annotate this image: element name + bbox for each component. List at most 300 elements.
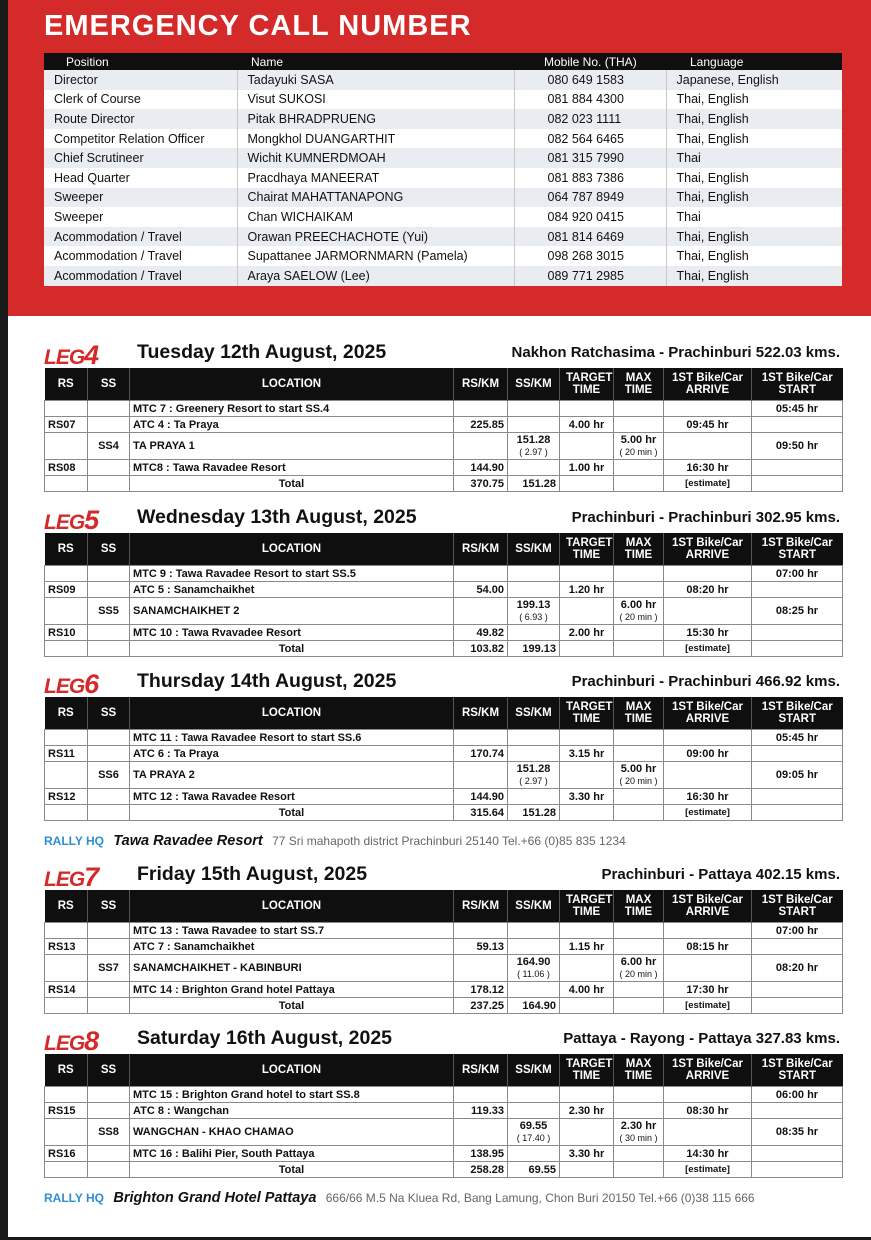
leg-header-row — [45, 697, 843, 730]
leg-schedule-table — [44, 890, 843, 1014]
target-time-cell: 1.20 hr — [560, 582, 614, 598]
target-time-cell — [560, 923, 614, 939]
leg-number: 5 — [84, 505, 99, 535]
arrive-cell — [664, 598, 752, 625]
target-time-cell — [560, 401, 614, 417]
col-header-rs-km: RS/KM — [454, 368, 508, 401]
target-time-cell: 4.00 hr — [560, 982, 614, 998]
location-cell: MTC 13 : Tawa Ravadee to start SS.7 — [130, 923, 454, 939]
rs-cell — [45, 805, 88, 821]
rs-cell: RS12 — [45, 789, 88, 805]
leg-section — [44, 505, 842, 657]
col-header-location: LOCATION — [130, 1054, 454, 1087]
start-cell: 05:45 hr — [752, 730, 843, 746]
target-time-cell — [560, 762, 614, 789]
ss-km-cell — [508, 982, 560, 998]
contact-language: Thai, English — [666, 227, 842, 247]
contact-mobile: 082 564 6465 — [514, 129, 666, 149]
col-header-language: Language — [666, 53, 842, 70]
total-label-cell: Total — [130, 641, 454, 657]
col-header-rs: RS — [45, 368, 88, 401]
max-time-sub: ( 20 min ) — [619, 446, 658, 457]
ss-km-cell — [508, 401, 560, 417]
col-header-arrive: 1ST Bike/Car ARRIVE — [664, 890, 752, 923]
max-time-cell — [614, 1103, 664, 1119]
emergency-row — [44, 70, 842, 90]
start-cell: 05:45 hr — [752, 401, 843, 417]
rs-km-cell — [454, 401, 508, 417]
contact-name: Chairat MAHATTANAPONG — [237, 188, 514, 208]
contact-name: Supattanee JARMORNMARN (Pamela) — [237, 246, 514, 266]
special-stage-row — [45, 433, 843, 460]
leg-header — [44, 505, 842, 533]
leg-header-row — [45, 890, 843, 923]
col-header-location: LOCATION — [130, 697, 454, 730]
ss-cell — [88, 1103, 130, 1119]
rs-cell — [45, 955, 88, 982]
total-row — [45, 805, 843, 821]
contact-language: Thai, English — [666, 129, 842, 149]
leg-route: Nakhon Ratchasima - Prachinburi 522.03 kms. — [511, 344, 840, 361]
col-header-rs: RS — [45, 697, 88, 730]
max-time-cell — [614, 762, 664, 789]
target-time-cell — [560, 598, 614, 625]
leg-badge — [44, 862, 98, 893]
arrive-cell — [664, 730, 752, 746]
total-label-cell: Total — [130, 998, 454, 1014]
start-cell: 09:05 hr — [752, 762, 843, 789]
contact-name: Wichit KUMNERDMOAH — [237, 148, 514, 168]
emergency-row — [44, 109, 842, 129]
max-time-cell — [614, 939, 664, 955]
rs-cell: RS10 — [45, 625, 88, 641]
contact-position: Route Director — [44, 109, 237, 129]
start-cell — [752, 460, 843, 476]
col-header-name: Name — [237, 53, 514, 70]
col-header-ss: SS — [88, 697, 130, 730]
ss-km-value: 151.28 — [516, 433, 551, 446]
location-cell: ATC 6 : Ta Praya — [130, 746, 454, 762]
col-header-arrive: 1ST Bike/Car ARRIVE — [664, 533, 752, 566]
atc-row — [45, 417, 843, 433]
col-header-start: 1ST Bike/Car START — [752, 1054, 843, 1087]
leg-number: 4 — [84, 340, 99, 370]
ss-cell — [88, 625, 130, 641]
col-header-location: LOCATION — [130, 533, 454, 566]
col-header-rs: RS — [45, 890, 88, 923]
total-ss-km-cell: 151.28 — [508, 805, 560, 821]
start-cell — [752, 582, 843, 598]
max-time-cell — [614, 625, 664, 641]
location-cell: MTC8 : Tawa Ravadee Resort — [130, 460, 454, 476]
leg-badge — [44, 340, 98, 371]
col-header-ss-km: SS/KM — [508, 533, 560, 566]
rs-km-cell: 144.90 — [454, 460, 508, 476]
col-header-max-time: MAX TIME — [614, 697, 664, 730]
col-header-start: 1ST Bike/Car START — [752, 697, 843, 730]
total-row — [45, 476, 843, 492]
arrive-cell — [664, 762, 752, 789]
emergency-row — [44, 266, 842, 286]
rs-km-cell: 49.82 — [454, 625, 508, 641]
leg-schedule-table — [44, 697, 843, 821]
arrive-cell — [664, 923, 752, 939]
col-header-max-time: MAX TIME — [614, 368, 664, 401]
arrive-cell: 08:30 hr — [664, 1103, 752, 1119]
col-header-max-time: MAX TIME — [614, 533, 664, 566]
arrive-cell — [664, 1119, 752, 1146]
max-time-cell — [614, 789, 664, 805]
max-time-cell — [614, 566, 664, 582]
rs-km-cell: 138.95 — [454, 1146, 508, 1162]
max-time-cell — [614, 433, 664, 460]
leg-route: Pattaya - Rayong - Pattaya 327.83 kms. — [563, 1030, 840, 1047]
ss-km-value: 199.13 — [516, 598, 551, 611]
special-stage-row — [45, 1119, 843, 1146]
start-cell — [752, 417, 843, 433]
total-rs-km-cell: 315.64 — [454, 805, 508, 821]
ss-km-cell — [508, 939, 560, 955]
ss-km-cell — [508, 746, 560, 762]
rs-km-cell: 59.13 — [454, 939, 508, 955]
rs-cell — [45, 476, 88, 492]
col-header-start: 1ST Bike/Car START — [752, 533, 843, 566]
emergency-header-row — [44, 53, 842, 70]
leg-section — [44, 862, 842, 1014]
contact-name: Mongkhol DUANGARTHIT — [237, 129, 514, 149]
rs-cell: RS14 — [45, 982, 88, 998]
col-header-rs-km: RS/KM — [454, 1054, 508, 1087]
rs-km-cell: 225.85 — [454, 417, 508, 433]
leg-badge — [44, 669, 98, 700]
ss-km-sub: ( 17.40 ) — [516, 1132, 551, 1143]
ss-cell: SS4 — [88, 433, 130, 460]
contact-language: Thai — [666, 207, 842, 227]
ss-cell: SS8 — [88, 1119, 130, 1146]
mtc-row — [45, 566, 843, 582]
total-label-cell: Total — [130, 1162, 454, 1178]
ss-cell — [88, 730, 130, 746]
max-time-cell — [614, 998, 664, 1014]
contact-position: Sweeper — [44, 207, 237, 227]
max-time-cell — [614, 1119, 664, 1146]
total-row — [45, 998, 843, 1014]
contact-position: Head Quarter — [44, 168, 237, 188]
rs-cell — [45, 923, 88, 939]
arrive-cell — [664, 433, 752, 460]
leg-section — [44, 1026, 842, 1178]
rs-km-cell — [454, 1119, 508, 1146]
target-time-cell: 1.00 hr — [560, 460, 614, 476]
contact-language: Thai, English — [666, 90, 842, 110]
max-time-cell — [614, 460, 664, 476]
target-time-cell — [560, 955, 614, 982]
contact-position: Director — [44, 70, 237, 90]
target-time-cell — [560, 998, 614, 1014]
rally-hq-name: Brighton Grand Hotel Pattaya — [113, 1190, 317, 1206]
estimate-note-cell: [estimate] — [664, 998, 752, 1014]
emergency-section — [8, 0, 871, 316]
start-cell — [752, 746, 843, 762]
ss-km-cell — [508, 1146, 560, 1162]
contact-position: Acommodation / Travel — [44, 246, 237, 266]
arrive-cell: 09:00 hr — [664, 746, 752, 762]
leg-header — [44, 340, 842, 368]
special-stage-row — [45, 955, 843, 982]
leg-route: Prachinburi - Prachinburi 302.95 kms. — [571, 509, 840, 526]
end-row — [45, 1146, 843, 1162]
start-cell: 08:25 hr — [752, 598, 843, 625]
location-cell: MTC 16 : Balihi Pier, South Pattaya — [130, 1146, 454, 1162]
rs-km-cell — [454, 923, 508, 939]
ss-km-sub: ( 2.97 ) — [519, 775, 548, 786]
leg-word: LEG — [44, 675, 85, 698]
max-time-sub: ( 20 min ) — [619, 775, 658, 786]
rs-cell — [45, 566, 88, 582]
rs-km-cell — [454, 955, 508, 982]
max-time-value: 2.30 hr — [620, 1119, 657, 1132]
max-time-cell — [614, 982, 664, 998]
contact-name: Araya SAELOW (Lee) — [237, 266, 514, 286]
leg-number: 6 — [84, 669, 99, 699]
ss-cell — [88, 923, 130, 939]
emergency-row — [44, 168, 842, 188]
ss-cell — [88, 1087, 130, 1103]
target-time-cell: 3.30 hr — [560, 1146, 614, 1162]
ss-cell — [88, 939, 130, 955]
rs-cell — [45, 641, 88, 657]
max-time-cell — [614, 582, 664, 598]
end-row — [45, 625, 843, 641]
ss-km-cell — [508, 625, 560, 641]
col-header-ss: SS — [88, 890, 130, 923]
leg-schedule-table — [44, 1054, 843, 1178]
location-cell: WANGCHAN - KHAO CHAMAO — [130, 1119, 454, 1146]
ss-km-cell — [508, 460, 560, 476]
max-time-value: 5.00 hr — [620, 433, 657, 446]
col-header-ss: SS — [88, 533, 130, 566]
target-time-cell — [560, 1162, 614, 1178]
rs-cell — [45, 1119, 88, 1146]
col-header-location: LOCATION — [130, 368, 454, 401]
leg-date: Friday 15th August, 2025 — [137, 863, 368, 885]
ss-cell — [88, 417, 130, 433]
estimate-note-cell: [estimate] — [664, 1162, 752, 1178]
contact-language: Thai, English — [666, 109, 842, 129]
total-rs-km-cell: 370.75 — [454, 476, 508, 492]
location-cell: MTC 9 : Tawa Ravadee Resort to start SS.5 — [130, 566, 454, 582]
location-cell: MTC 7 : Greenery Resort to start SS.4 — [130, 401, 454, 417]
ss-km-cell — [508, 433, 560, 460]
rs-cell — [45, 762, 88, 789]
start-cell: 07:00 hr — [752, 566, 843, 582]
col-header-target-time: TARGET TIME — [560, 890, 614, 923]
emergency-row — [44, 207, 842, 227]
col-header-target-time: TARGET TIME — [560, 697, 614, 730]
location-cell: ATC 5 : Sanamchaikhet — [130, 582, 454, 598]
rs-cell: RS13 — [45, 939, 88, 955]
rally-hq-label: RALLY HQ — [44, 1191, 105, 1205]
ss-km-sub: ( 2.97 ) — [519, 446, 548, 457]
total-row — [45, 1162, 843, 1178]
col-header-arrive: 1ST Bike/Car ARRIVE — [664, 1054, 752, 1087]
leg-date: Thursday 14th August, 2025 — [137, 670, 397, 692]
col-header-start: 1ST Bike/Car START — [752, 368, 843, 401]
col-header-start: 1ST Bike/Car START — [752, 890, 843, 923]
max-time-value: 6.00 hr — [620, 955, 657, 968]
col-header-ss-km: SS/KM — [508, 697, 560, 730]
leg-header — [44, 862, 842, 890]
arrive-cell: 17:30 hr — [664, 982, 752, 998]
leg-header — [44, 1026, 842, 1054]
target-time-cell — [560, 641, 614, 657]
ss-km-cell — [508, 1119, 560, 1146]
max-time-value: 6.00 hr — [620, 598, 657, 611]
col-header-ss: SS — [88, 1054, 130, 1087]
ss-km-cell — [508, 417, 560, 433]
rs-cell — [45, 730, 88, 746]
ss-km-cell — [508, 955, 560, 982]
start-cell: 06:00 hr — [752, 1087, 843, 1103]
max-time-sub: ( 20 min ) — [619, 611, 658, 622]
start-cell — [752, 1146, 843, 1162]
special-stage-row — [45, 598, 843, 625]
ss-km-cell — [508, 789, 560, 805]
atc-row — [45, 939, 843, 955]
ss-cell — [88, 746, 130, 762]
rs-km-cell — [454, 566, 508, 582]
estimate-note-cell: [estimate] — [664, 641, 752, 657]
rs-km-cell — [454, 762, 508, 789]
arrive-cell: 14:30 hr — [664, 1146, 752, 1162]
arrive-cell: 16:30 hr — [664, 789, 752, 805]
contact-name: Pracdhaya MANEERAT — [237, 168, 514, 188]
start-cell — [752, 1103, 843, 1119]
total-label-cell: Total — [130, 476, 454, 492]
emergency-row — [44, 246, 842, 266]
col-header-rs: RS — [45, 1054, 88, 1087]
contact-mobile: 081 884 4300 — [514, 90, 666, 110]
col-header-ss-km: SS/KM — [508, 1054, 560, 1087]
location-cell: SANAMCHAIKHET - KABINBURI — [130, 955, 454, 982]
target-time-cell — [560, 1119, 614, 1146]
start-cell — [752, 998, 843, 1014]
mtc-row — [45, 401, 843, 417]
ss-cell — [88, 805, 130, 821]
contact-name: Orawan PREECHACHOTE (Yui) — [237, 227, 514, 247]
ss-cell — [88, 998, 130, 1014]
location-cell: MTC 12 : Tawa Ravadee Resort — [130, 789, 454, 805]
total-ss-km-cell: 164.90 — [508, 998, 560, 1014]
ss-cell — [88, 789, 130, 805]
col-header-ss-km: SS/KM — [508, 890, 560, 923]
ss-cell: SS5 — [88, 598, 130, 625]
max-time-cell — [614, 1087, 664, 1103]
ss-km-cell — [508, 598, 560, 625]
target-time-cell: 1.15 hr — [560, 939, 614, 955]
col-header-position: Position — [44, 53, 237, 70]
rs-cell — [45, 401, 88, 417]
start-cell — [752, 476, 843, 492]
start-cell — [752, 805, 843, 821]
contact-mobile: 084 920 0415 — [514, 207, 666, 227]
rs-km-cell: 178.12 — [454, 982, 508, 998]
ss-cell: SS6 — [88, 762, 130, 789]
start-cell: 09:50 hr — [752, 433, 843, 460]
ss-km-value: 164.90 — [516, 955, 551, 968]
location-cell: TA PRAYA 2 — [130, 762, 454, 789]
contact-mobile: 081 315 7990 — [514, 148, 666, 168]
ss-cell — [88, 566, 130, 582]
contact-mobile: 081 883 7386 — [514, 168, 666, 188]
mtc-row — [45, 730, 843, 746]
leg-header-row — [45, 533, 843, 566]
ss-cell — [88, 476, 130, 492]
max-time-cell — [614, 476, 664, 492]
max-time-cell — [614, 955, 664, 982]
rally-hq-label: RALLY HQ — [44, 834, 105, 848]
contact-mobile: 080 649 1583 — [514, 70, 666, 90]
location-cell: MTC 14 : Brighton Grand hotel Pattaya — [130, 982, 454, 998]
ss-km-sub: ( 11.06 ) — [517, 968, 550, 979]
target-time-cell — [560, 566, 614, 582]
contact-mobile: 081 814 6469 — [514, 227, 666, 247]
leg-number: 7 — [84, 862, 99, 892]
start-cell — [752, 789, 843, 805]
contact-position: Clerk of Course — [44, 90, 237, 110]
col-header-location: LOCATION — [130, 890, 454, 923]
atc-row — [45, 582, 843, 598]
ss-cell — [88, 1146, 130, 1162]
contact-position: Acommodation / Travel — [44, 266, 237, 286]
target-time-cell — [560, 433, 614, 460]
total-ss-km-cell: 199.13 — [508, 641, 560, 657]
col-header-rs-km: RS/KM — [454, 533, 508, 566]
ss-km-value: 151.28 — [516, 762, 551, 775]
max-time-cell — [614, 401, 664, 417]
ss-cell: SS7 — [88, 955, 130, 982]
ss-cell — [88, 982, 130, 998]
estimate-note-cell: [estimate] — [664, 476, 752, 492]
target-time-cell: 2.00 hr — [560, 625, 614, 641]
arrive-cell — [664, 1087, 752, 1103]
start-cell: 08:35 hr — [752, 1119, 843, 1146]
max-time-cell — [614, 805, 664, 821]
end-row — [45, 982, 843, 998]
ss-cell — [88, 460, 130, 476]
target-time-cell: 3.30 hr — [560, 789, 614, 805]
atc-row — [45, 1103, 843, 1119]
col-header-max-time: MAX TIME — [614, 1054, 664, 1087]
location-cell: SANAMCHAIKHET 2 — [130, 598, 454, 625]
rally-hq-address: 666/66 M.5 Na Kluea Rd, Bang Lamung, Chon Buri 20150 Tel.+66 (0)38 115 666 — [325, 1191, 755, 1205]
leg-date: Tuesday 12th August, 2025 — [137, 341, 387, 363]
rally-hq-address: 77 Sri mahapoth district Prachinburi 25140 Tel.+66 (0)85 835 1234 — [272, 834, 626, 848]
leg-header — [44, 669, 842, 697]
leg-badge — [44, 1026, 98, 1057]
emergency-row — [44, 227, 842, 247]
ss-km-cell — [508, 762, 560, 789]
rs-cell: RS11 — [45, 746, 88, 762]
leg-word: LEG — [44, 868, 85, 891]
contact-language: Thai, English — [666, 188, 842, 208]
max-time-cell — [614, 923, 664, 939]
mtc-row — [45, 1087, 843, 1103]
col-header-ss: SS — [88, 368, 130, 401]
contact-language: Thai, English — [666, 266, 842, 286]
ss-km-cell — [508, 1103, 560, 1119]
rs-km-cell — [454, 433, 508, 460]
